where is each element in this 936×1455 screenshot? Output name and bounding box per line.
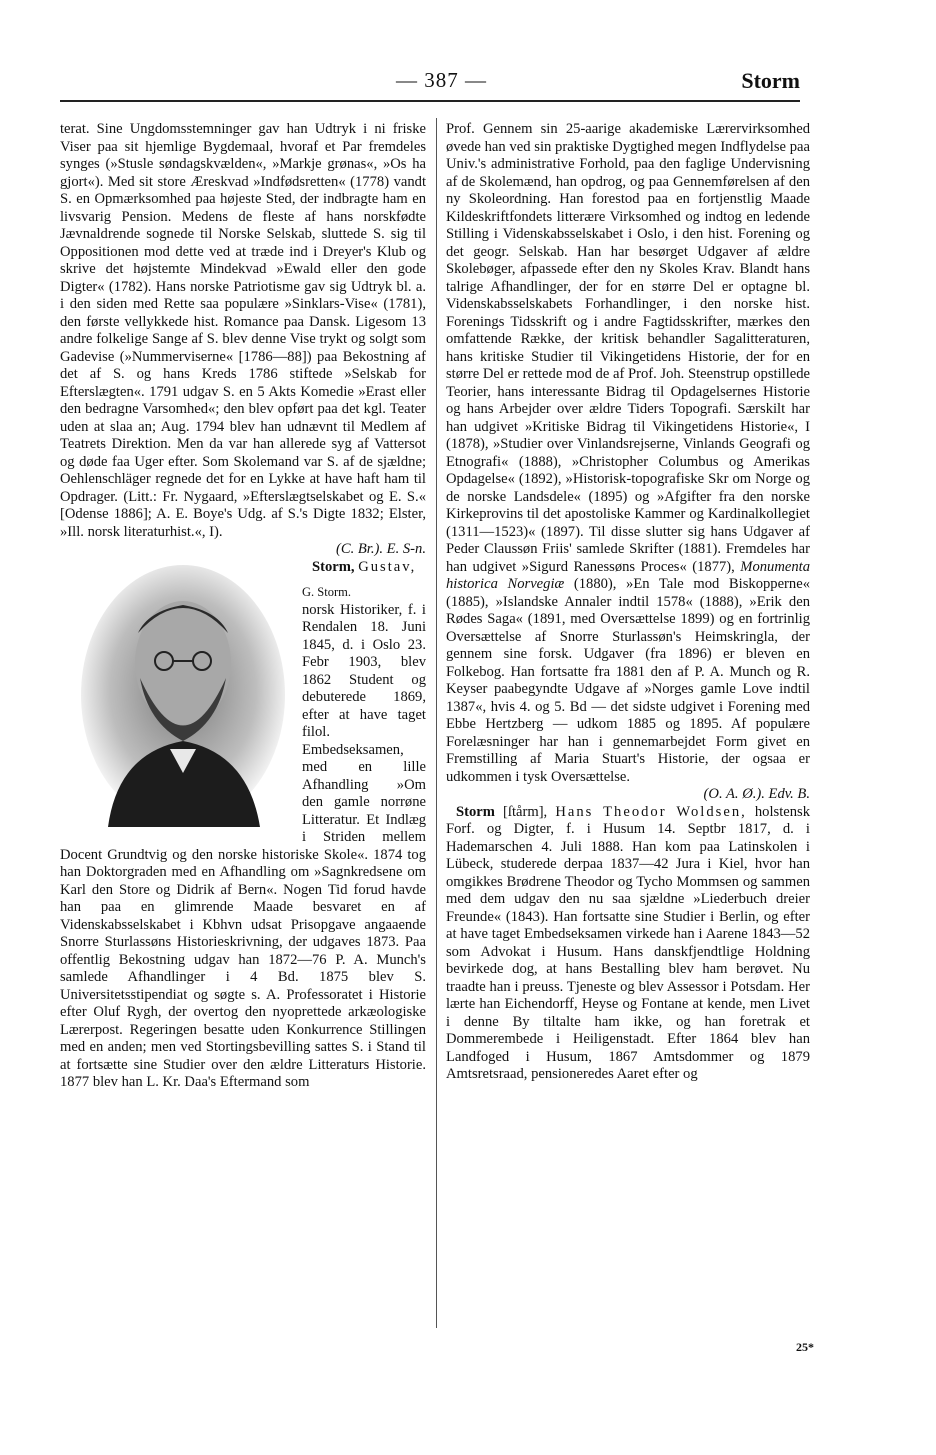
- page-header: [60, 66, 800, 102]
- page-number: — 387 —: [396, 68, 487, 92]
- paragraph-text: Prof. Gennem sin 25-aarige akademiske Lærervirksomhed øvede han ved sin praktiske Dygtighed megen Indflydelse paa Univ.'s administrative Forhold, paa den faglige Undervisning af de Skolemænd, han opdrog, og paa Gennemførelsen af den ny Skoleordning. Han forestod paa en fortjenstlig Maade Kildeskriftfondets litterære Virksomhed og indtog en ledende Stilling i Videnskabsselskabet i Oslo, i den hist. Forening og det geogr. Selskab. Han har besørget Udgaver af ældre Skolebøger, afpassede efter den ny Skoles Krav. Blandt hans talrige Afhandlinger, der for en større Del er optagne bl. Videnskabsselskabets Forhandlinger, i den norske hist. Forenings Tidsskrift og i andre Fagtidsskrifter, mærkes den omfattende Række, der kritisk behandler Sagalitteraturen, hans kritiske Studier til Vikingetidens Historie, der for en større Del er rettede mod de af Prof. Joh. Steenstrup opstillede Teorier, hans interessante Bidrag til Opdagelsernes Historie og hans Arbejder over ældre Tiders Topografi. Særskilt har han udgivet »Kritiske Bidrag til Vikingetidens Historie«, I (1878), »Studier over Vinlandsrejserne, Vinlands Geografi og Etnografi« (1888), »Christopher Columbus og Amerikas Opdagelse« (1892), »Historisk-topografiske Skr om Norge og de norske Landsdele« (1895) og »Afgifter fra den norske Kirkeprovins til det apostoliske Kammer og Kardinalkollegiet (1311—1523)« (1897). Til disse slutter sig hans Udgaver af Peder Claussøn Friis' samlede Skrifter (1881). Fremdeles har han udgivet »Sigurd Ranessøns Proces« (1877),: [446, 121, 810, 575]
- header-rule: [60, 100, 800, 102]
- column-divider: [436, 118, 437, 1328]
- portrait-caption: G. Storm.: [302, 585, 351, 599]
- portrait-image: [78, 563, 288, 827]
- portrait-figure: [60, 563, 296, 833]
- running-headword: Storm: [741, 68, 800, 93]
- entry-headword: Storm: [456, 803, 495, 820]
- sheet-signature: 25*: [796, 1340, 814, 1354]
- entry-continuation-paragraph: terat. Sine Ungdomsstemninger gav han Udtryk i ni friske Viser paa sit hjemlige Bygdemaal, hvoraf et Par fremdeles synges (»Stusle søndagskvælden«, »Markje grønas«, »Os ha gjort«). Med sit store Æreskvad »Indfødsretten« (1778) vandt S. en Opmærksomhed paa højeste Sted, der indbragte ham en livsvarig Pension. Medens de fleste af hans norskfødte Jævnaldrende sognede til Norske Selskab, sluttede S. sig til Oppositionen mod dette ved at træde ind i Dreyer's Klub og skrive det højstemte Mindekvad »Ewald eller den gode Digter« (1782). Hans norske Patriotisme gav sig Udtryk bl. a. i den siden med Rette saa populære »Sinklars-Vise« (1781), den første vellykkede hist. Romance paa Dansk. Ligesom 13 andre folkelige Sange af S. blev denne Vise trykt og solgt som Gadevise (»Nummerviserne« [1786—88]) paa Bekostning af det af S. og hans Kreds 1786 stiftede »Selskab for Efterslægten«. 1791 udgav S. en 5 Akts Komedie »Erast eller den bedragne Varsomhed«; den blev opført paa det kgl. Teater uden at slaa an; Aug. 1794 blev han udnævnt til Medlem af Teatrets Direktion. Men da var han allerede syg af Vattersot og døde faa Uger efter. Som Skolemand var S. af de sjældne; Oehlenschläger regnede det for en Lykke at have haft ham til Opdrager. (Litt.: Fr. Nygaard, »Efterslægtselskabet og E. S.« [Odense 1886]; A. E. Boye's Udg. af S.'s Digte 1832; Elster, »Ill. norsk literaturhist.«, I).: [60, 121, 426, 540]
- entry-name: Hans Theodor Woldsen,: [555, 803, 747, 820]
- paragraph-text: (1880), »En Tale mod Biskopperne« (1885), »Islandske Annaler indtil 1578« (1888), »Erik den Rødes Saga« (1891, med Oversættelse 1899) og en fortrinlig Oversættelse af Snorre Sturlassøn's Heimskringla, der gennem sine forsk. Udgaver (fra 1896) er bleven en Folkebog. Han fortsatte fra 1881 den af P. A. Munch og R. Keyser paabegyndte Udgave af »Norges gamle Love indtil 1387«, hvis 4. og 5. Bd — det sidste udgivet i Forening med Ebbe Hertzberg — udkom 1885 og 1895. Af populære Forelæsninger har han i gennemarbejdet Form givet en Fremstilling af Maria Stuart's Historie, der ogsaa er udkommen i tysk Oversættelse.: [446, 576, 810, 785]
- entry-signature: (O. A. Ø.). Edv. B.: [703, 786, 810, 802]
- entry-intro: norsk Historiker, f. i Rendalen 18. Juni 1845, d. i Oslo 23. Febr 1903, blev 1862 Student og debuterede 1869, efter at have taget filol. Embedseksamen, med en lille Afhandling »Om den gamle norrøne Litteratur. Et Indlæg i Striden mellem Docent Grundtvig og den norske historiske Skole«. 1874 tog han Doktorgraden med en Afhandling om »Sagnkredsene om Karl den Store og Didrik af Bern«. Nogen Tid forud havde han paa en glimrende Maade besvaret en af Videnskabsselskabet i Kbhvn udsat Prisopgave angaaende Snorre Sturlassøns Historieskrivning, der udgaves 1873. Paa offentlig Bekostning udgav han 1872—76 P. A. Munch's samlede Afhandlinger i 4 Bd. 1875 blev S. Universitetsstipendiat og søgte s. A. Professoratet i Historie efter Oluf Rygh, der overtog den nyoprettede arkæologiske Lærerpost. Regeringen besatte uden Konkurrence Stillingen med en anden; men ved Stortingsbevilling sattes S. i Stand til at fortsætte sine Studier over den ældre Litteraturs Historie. 1877 blev han L. Kr. Daa's Eftermand som: [60, 601, 426, 1090]
- entry-name: Gustav,: [358, 558, 417, 575]
- entry-theodor-storm: [446, 804, 810, 1084]
- entry-signature: (C. Br.). E. S-n.: [336, 541, 426, 557]
- entry-headword: Storm,: [312, 558, 355, 575]
- entry-gustav-storm: [60, 559, 426, 577]
- right-column: [446, 121, 810, 1084]
- entry-text: holstensk Forf. og Digter, f. i Husum 14. Septbr 1817, d. i Hademarschen 4. Juli 1888. Han kom paa Latinskolen i Lübeck, studerede derpaa 1837—42 Jura i Kiel, hvor han omgikkes Brødrene Theodor og Tycho Mommsen og sammen med dem udgav den nu saa sjældne »Liederbuch dreier Freunde« (1843). Han fortsatte sine Studier i Berlin, og efter at have taget Embedseksamen virkede han i Aarene 1843—52 som Advokat i Husum. Hans danskfjendtlige Holdning bevirkede dog, at hans Bestalling blev ham berøvet. Nu traadte han i preuss. Tjeneste og blev Assessor i Potsdam. Her lærte han Eichendorff, Heyse og Fontane at kende, men Livet i denne By tiltalte ham ikke, og han foretrak et Dommerembede i Heiligenstadt. Efter 1864 blev han Landfoged i Husum, 1867 Amtsdommer og 1879 Amtsretsraad, pensioneredes Aaret efter og: [446, 803, 811, 1082]
- entry-continuation-paragraph: [446, 121, 810, 786]
- italic-title: Monumenta historica Norvegiæ: [446, 558, 811, 592]
- left-column: [60, 121, 426, 1092]
- entry-pronunciation: [ſtårm],: [503, 803, 548, 820]
